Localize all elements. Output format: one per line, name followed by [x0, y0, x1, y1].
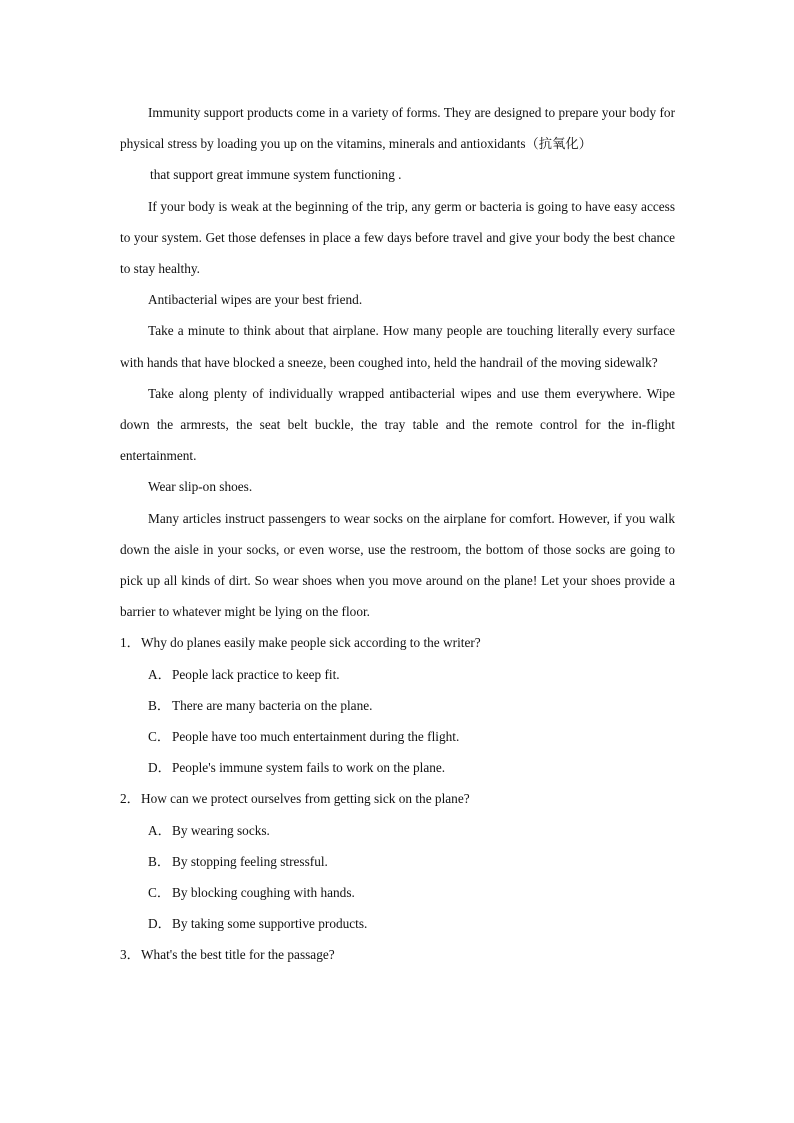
passage-paragraph-2: If your body is weak at the beginning of the trip, any germ or bacteria is going to have easy access to your system. Get those defenses in place a few days before travel and give your body the best chance to stay healthy. [120, 198, 675, 277]
question-1-option-a [120, 659, 675, 690]
option-text: People have too much entertainment during the flight. [172, 729, 460, 745]
question-1-option-b [120, 690, 675, 721]
question-text: What's the best title for the passage? [141, 947, 335, 963]
question-2-option-b [120, 846, 675, 877]
document-page [120, 97, 675, 971]
question-number: 3． [120, 947, 140, 963]
option-letter: A． [148, 822, 171, 838]
option-letter: B． [148, 697, 171, 713]
question-number: 1． [120, 635, 140, 651]
passage-heading-shoes: Wear slip-on shoes. [148, 479, 253, 495]
option-letter: B． [148, 853, 171, 869]
question-2-option-a [120, 815, 675, 846]
option-letter: D． [148, 760, 171, 776]
passage-heading-wipes: Antibacterial wipes are your best friend. [148, 292, 363, 308]
question-text: Why do planes easily make people sick according to the writer? [141, 635, 481, 651]
option-text: People lack practice to keep fit. [172, 666, 340, 682]
passage-paragraph-4: Take along plenty of individually wrapped antibacterial wipes and use them everywhere. Wipe down the armrests, the seat belt buckle, the tray table and the remote control for the in-flight entertainment. [120, 385, 675, 464]
option-letter: D． [148, 916, 171, 932]
passage-paragraph-1-continuation: that support great immune system functioning . [150, 167, 402, 183]
option-text: By stopping feeling stressful. [172, 853, 328, 869]
option-letter: C． [148, 729, 171, 745]
question-3 [120, 939, 675, 970]
option-text: By wearing socks. [172, 822, 270, 838]
passage-paragraph-5: Many articles instruct passengers to wear socks on the airplane for comfort. However, if you walk down the aisle in your socks, or even worse, use the restroom, the bottom of those socks are going to pick up all kinds of dirt. So wear shoes when you move around on the plane! Let your shoes provide a barrier to whatever might be lying on the floor. [120, 510, 675, 620]
passage-paragraph-1: Immunity support products come in a variety of forms. They are designed to prepare your body for physical stress by loading you up on the vitamins, minerals and antioxidants（抗氧化） [120, 105, 675, 152]
option-text: By taking some supportive products. [172, 916, 368, 932]
option-text: People's immune system fails to work on the plane. [172, 760, 446, 776]
passage-paragraph-3: Take a minute to think about that airplane. How many people are touching literally every surface with hands that have blocked a sneeze, been coughed into, held the handrail of the moving sidewalk? [120, 323, 675, 370]
question-2-option-c [120, 877, 675, 908]
option-text: There are many bacteria on the plane. [172, 697, 373, 713]
option-letter: A． [148, 666, 171, 682]
question-1 [120, 627, 675, 658]
question-2 [120, 783, 675, 814]
question-1-option-c [120, 721, 675, 752]
question-2-option-d [120, 908, 675, 939]
question-text: How can we protect ourselves from getting sick on the plane? [141, 791, 470, 807]
question-1-option-d [120, 752, 675, 783]
option-letter: C． [148, 885, 171, 901]
option-text: By blocking coughing with hands. [172, 885, 355, 901]
question-number: 2． [120, 791, 140, 807]
